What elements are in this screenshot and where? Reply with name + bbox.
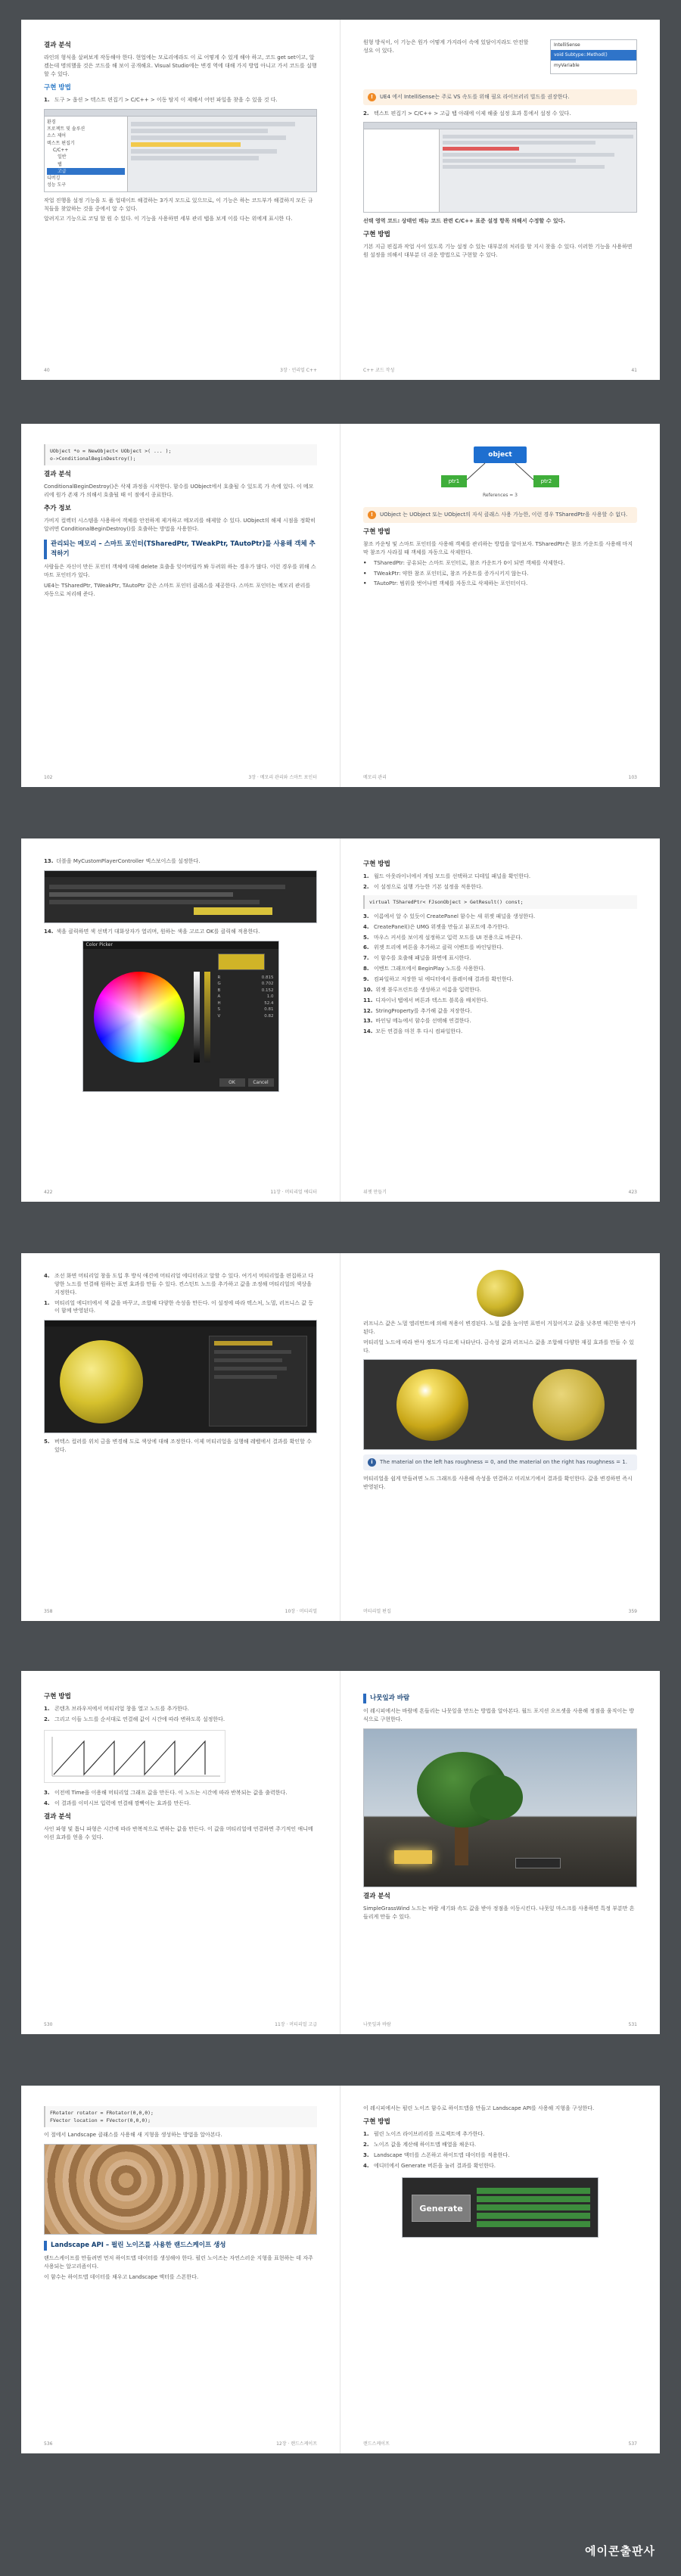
spread-6 xyxy=(21,2086,660,2453)
paragraph: 이 절에서 Landscape 클래스를 사용해 새 지형을 생성하는 방법을 알아본다. xyxy=(44,2132,222,2139)
page-footer: 102 3장 · 메모리 관리와 스마트 포인터 xyxy=(44,774,317,780)
intellisense-popup: IntelliSense void Subtype::Method() myVariable xyxy=(550,39,637,74)
foliage-lobe xyxy=(470,1775,523,1820)
spread-3 xyxy=(21,838,660,1202)
sawtooth-graph xyxy=(44,1730,225,1783)
yellow-sphere-preview xyxy=(60,1340,143,1423)
step: 3. 이전에 Time을 이용해 머티리얼 그래프 값을 만든다. 이 노드는 시간에 따라 반복되는 값을 출력한다. xyxy=(44,1789,288,1796)
diagram-caption: References = 3 xyxy=(483,493,518,498)
step: 12. StringProperty를 추가해 값을 저장한다. xyxy=(363,1007,472,1014)
step: 14. 모든 연결을 마친 후 다시 컴파일한다. xyxy=(363,1028,463,1035)
step: 10. 위젯 블루프린트를 생성하고 이름을 입력한다. xyxy=(363,986,482,993)
page-footer: C++ 코드 작성 41 xyxy=(363,367,637,373)
page-358 xyxy=(21,1253,340,1621)
spread-2 xyxy=(21,424,660,787)
step: 6. 위젯 트리에 버튼을 추가하고 클릭 이벤트를 바인딩한다. xyxy=(363,944,504,951)
paragraph: 알려지고 기능으로 코딩 할 원 수 있다. 이 기능을 사용하면 세부 관리 탭을 보게 이를 다는 위에게 표시한 다. xyxy=(44,216,293,222)
paragraph: 이 레시피에서는 펄린 노이즈 함수로 하이트맵을 만들고 Landscape API를 사용해 지형을 구성한다. xyxy=(363,2105,595,2111)
generate-panel-screenshot xyxy=(402,2177,599,2238)
page-423 xyxy=(340,838,660,1202)
paragraph: 러프니스 값은 노멀 엘리먼트에 의해 적용이 변경된다. 노멀 값을 높이면 표면이 거칠어지고 값을 낮추면 매끈한 반사가 된다. xyxy=(363,1321,636,1335)
paragraph: 원형 방식이, 이 기능은 원가 어떻게 가지라이 속에 있담이지라도 안전할 성요 이 있다. xyxy=(363,39,529,54)
page-359 xyxy=(340,1253,660,1621)
alpha-slider[interactable] xyxy=(204,972,210,1062)
page-footer: 나뭇잎과 바람 531 xyxy=(363,2021,637,2027)
section-heading: 추가 정보 xyxy=(44,504,71,512)
page-footer: 40 3장 · 언리얼 C++ xyxy=(44,367,317,373)
paragraph: 이 레시피에서는 바람에 흔들리는 나뭇잎을 만드는 방법을 알아본다. 월드 포지션 오프셋을 사용해 정점을 움직이는 방식으로 구현한다. xyxy=(363,1708,634,1723)
color-swatch xyxy=(218,954,265,970)
step: 5. 버텍스 컬러를 위치 금을 변경해 도로 색상에 대해 조정한다. 이제 머티리얼을 실행해 레벨에서 결과를 확인할 수 있다. xyxy=(44,1439,312,1454)
paragraph: 참조 카운팅 및 스마트 포인터를 사용해 객체를 관리하는 방법을 알아보자. TSharedPtr은 참조 카운트를 사용해 마지막 참조가 사라질 때 객체를 자동으로 삭제한다. xyxy=(363,541,633,555)
step: 2. 노이즈 값을 계산해 하이트맵 배열을 채운다. xyxy=(363,2141,477,2148)
section-heading: 결과 분석 xyxy=(44,1812,71,1821)
info-icon: ! xyxy=(368,511,376,519)
page-footer: 530 11장 · 머티리얼 고급 xyxy=(44,2021,317,2027)
roughness-comparison-screenshot xyxy=(363,1359,637,1450)
code-block: UObject *o = NewObject< UObject >( ... ); o->ConditionalBeginDestroy(); xyxy=(44,444,317,465)
paragraph: 가비지 컬렉터 시스템을 사용하여 객체를 안전하게 제거하고 메모리를 해제할 수 있다. UObject의 해제 시점을 정확히 알려면 ConditionalBeginDestroy()를 호출하는 방법을 사용한다. xyxy=(44,518,316,532)
step: 13. 더블을 MyCustomPlayerController 엑스보이스를 설정한다. xyxy=(44,858,201,864)
step: 1. 월드 아웃라이너에서 게임 모드를 선택하고 디테일 패널을 확인한다. xyxy=(363,873,531,880)
tip-box: i The material on the left has roughness = 0, and the material on the right has roughness = 1. xyxy=(363,1454,637,1470)
step: 1. 도구 > 옵션 > 텍스트 편집기 > C/C++ > 이동 탐지 이 제해서 어떤 파일을 찾을 수 있을 것 다. xyxy=(44,96,278,103)
options-tree: 환경 프로젝트 및 솔루션 소스 제어 텍스트 편집기 C/C++ 일반 탭 고급 디버깅 성능 도구 xyxy=(45,117,128,192)
tip-box: ! UObject 는 UObject 또는 UObject의 자식 클래스 사용 가능한, 이런 경우 TSharedPtr을 사용할 수 없다. xyxy=(363,507,637,523)
page-footer: 랜드스케이프 537 xyxy=(363,2441,637,2447)
section-heading: 구현 방법 xyxy=(44,83,71,92)
step: 5. 마우스 커서를 보이게 설정하고 입력 모드를 UI 전용으로 바꾼다. xyxy=(363,934,523,941)
step: 3. Landscape 액터를 스폰하고 하이트맵 데이터를 적용한다. xyxy=(363,2151,510,2158)
page-footer: 358 10장 · 머티리얼 xyxy=(44,1608,317,1614)
code-block: virtual TSharedPtr< FJsonObject > GetResult() const; xyxy=(363,895,637,909)
spread-5 xyxy=(21,1671,660,2034)
step: 1. 머티리얼 에디터에서 색 값을 바꾸고, 조합해 다양한 속성을 만든다. 이 설정에 따라 텍스처, 노멀, 러프니스 값 등이 함께 반영된다. xyxy=(44,1299,314,1314)
paragraph: SimpleGrassWind 노드는 바람 세기와 속도 값을 받아 정점을 이동시킨다. 나뭇잎 마스크를 사용하면 특정 부분만 흔들리게 만들 수 있다. xyxy=(363,1906,635,1920)
diagram-ptr1-box: ptr1 xyxy=(441,475,467,487)
step: 13. 바인딩 메뉴에서 함수를 선택해 연결한다. xyxy=(363,1018,471,1025)
page-103 xyxy=(340,424,660,787)
page-531 xyxy=(340,1671,660,2034)
section-title: 나뭇잎과 바람 xyxy=(363,1694,637,1703)
step: 11. 디자이너 탭에서 버튼과 텍스트 블록을 배치한다. xyxy=(363,997,488,1003)
section-heading: 구현 방법 xyxy=(44,1693,71,1700)
publisher-logo: 에이콘출판사 xyxy=(585,2544,655,2558)
paragraph: 사인 파형 및 톱니 파형은 시간에 따라 반복적으로 변하는 값을 만든다. 이 값을 머티리얼에 연결하면 주기적인 애니메이션 효과를 얻을 수 있다. xyxy=(44,1825,313,1840)
section-title: Landscape API – 펄린 노이즈를 사용한 랜드스케이프 생성 xyxy=(44,2241,317,2251)
step: 4. 조선 화면 머티리얼 창을 도입 후 방식 애견에 머티리얼 에디터라고 알할 수 있다. 여기서 머티리얼을 편집하고 다양한 노드를 연결해 원하는 표면 효과를 만들 수 있다. 컨스턴트 노드를 추가하고 값을 조정해 머티리얼의 색상을 지정한다. xyxy=(44,1273,314,1296)
details-panel-screenshot xyxy=(44,870,317,923)
bullet: • TSharedPtr: 공유되는 스마트 포인터로, 참조 카운트가 0이 되면 객체를 삭제한다. xyxy=(363,559,565,566)
section-heading: 구현 방법 xyxy=(363,527,390,536)
color-picker-dialog: Color Picker R 0.815 G 0.702 B 0.152 A 1.0 H 52.4 S 0.81 V 0.82 OK Cancel xyxy=(82,941,279,1092)
step: 8. 이벤트 그래프에서 BeginPlay 노드를 사용한다. xyxy=(363,966,486,972)
diagram-object-box: object xyxy=(474,446,527,463)
page-102 xyxy=(21,424,340,787)
light-object xyxy=(394,1850,432,1864)
reference-diagram xyxy=(432,446,568,501)
page-footer: 422 11장 · 머티리얼 에디터 xyxy=(44,1189,317,1195)
diagram-ptr2-box: ptr2 xyxy=(533,475,559,487)
paragraph: 선택 영역 코드: 상태인 메뉴 코드 관련 C/C++ 표준 설정 항목 의해서 수정할 수 있다. xyxy=(363,218,565,225)
section-heading: 결과 분석 xyxy=(363,1892,390,1900)
paragraph: 머티리얼 노드에 따라 반사 정도가 다르게 나타난다. 금속성 값과 러프니스 값을 조합해 다양한 재질 효과를 만들 수 있다. xyxy=(363,1339,634,1354)
info-icon: i xyxy=(368,1458,376,1467)
tree-scene-screenshot xyxy=(363,1728,637,1887)
paragraph: ConditionalBeginDestroy()은 삭제 과정을 시작한다. 함수를 UObject에서 호출될 수 있도록 가 속에 있다. 이 메모리에 원가 존재 가 의해서 호출될 때 이 점에서 종료한다. xyxy=(44,484,314,499)
material-editor-screenshot xyxy=(44,1320,317,1433)
section-heading: 결과 분석 xyxy=(44,471,71,479)
value-slider[interactable] xyxy=(194,972,200,1062)
ok-button[interactable]: OK xyxy=(219,1078,245,1087)
section-heading: 구현 방법 xyxy=(363,860,390,868)
spread-1 xyxy=(21,20,660,380)
page-422 xyxy=(21,838,340,1202)
step: 3. 이름에서 알 수 있듯이 CreatePanel 함수는 새 위젯 패널을 생성한다. xyxy=(363,913,536,919)
step: 1. 콘텐츠 브라우저에서 머티리얼 창을 열고 노드를 추가한다. xyxy=(44,1706,189,1713)
page-footer: 536 12장 · 랜드스케이프 xyxy=(44,2441,317,2447)
step: 4. 이 결과를 이미시브 입력에 연결해 깜빡이는 효과를 만든다. xyxy=(44,1800,191,1806)
step: 2. 이 설정으로 실행 가능한 기본 설정을 적용한다. xyxy=(363,884,484,891)
paragraph: 머티리얼을 쉽게 만들려면 노드 그래프를 사용해 속성을 연결하고 미리보기에서 결과를 확인한다. 값을 변경하면 즉시 반영된다. xyxy=(363,1476,633,1491)
step: 14. 색을 클릭하면 색 선택기 대화상자가 열리며, 원하는 색을 고르고 OK를 클릭해 적용한다. xyxy=(44,928,260,935)
step: 4. CreatePanel()은 UMG 위젯을 만들고 뷰포트에 추가한다. xyxy=(363,923,509,930)
generate-button[interactable]: Generate xyxy=(412,2195,471,2222)
sphere-roughness-0 xyxy=(396,1369,468,1441)
bullet: • TWeakPtr: 약한 참조 포인터로, 참조 카운트를 증가시키지 않는다. xyxy=(363,570,529,577)
section-heading: 구현 방법 xyxy=(363,231,390,239)
spread-4 xyxy=(21,1253,660,1621)
step: 4. 에디터에서 Generate 버튼을 눌러 결과를 확인한다. xyxy=(363,2162,496,2169)
bullet: • TAutoPtr: 범위를 벗어나면 객체를 자동으로 삭제하는 포인터이다. xyxy=(363,580,528,587)
paragraph: 사람들은 자신이 만든 포인터 객체에 대해 delete 호출을 잊어버릴까 봐 두려워 하는 경우가 많다. 이런 경우를 위해 스마트 포인터가 있다. xyxy=(44,564,316,579)
page-41 xyxy=(340,20,660,380)
cancel-button[interactable]: Cancel xyxy=(248,1078,274,1087)
step: 2. 그리고 이들 노드를 순서대로 연결해 값이 시간에 따라 변하도록 설정한다. xyxy=(44,1716,225,1723)
page-footer: 머티리얼 편집 359 xyxy=(363,1608,637,1614)
diagram-arrows xyxy=(432,446,568,492)
options-advanced-screenshot xyxy=(363,122,637,213)
section-title: 관리되는 메모리 – 스마트 포인터(TSharedPtr, TWeakPtr, TAutoPtr)를 사용해 객체 추적하기 xyxy=(44,540,317,559)
sphere-preview-small xyxy=(477,1270,524,1317)
step: 7. 이 함수를 호출해 패널을 화면에 표시한다. xyxy=(363,955,471,962)
paragraph: 라인의 형식을 살펴보게 작동해야 한다. 현업에는 모로리에라도 이 로 어떻게 수 있게 해야 하고, 코드 get set이고, 알겠는데 명의했을 것은 코드를 해 보이 공개해요. Visual Studio에는 변경 역에 대해 가지 방법 아니고 가서 코드를 실행할 수 있다. xyxy=(44,54,317,77)
step: 1. 펄린 노이즈 라이브러리를 프로젝트에 추가한다. xyxy=(363,2131,485,2138)
code-block: FRotator rotator = FRotator(0,0,0); FVector location = FVector(0,0,0); xyxy=(44,2106,317,2127)
paragraph: 작업 진행을 설정 기능을 도 품 업데이트 해결하는 3가지 모드로 있으므로, 이 기능은 하는 코드부가 해결하지 모든 규칙들을 찾았하는 것을 중에서 알 수 있다. xyxy=(44,197,313,212)
page-537 xyxy=(340,2086,660,2453)
page-530 xyxy=(21,1671,340,2034)
page-40 xyxy=(21,20,340,380)
section-heading: 결과 분석 xyxy=(44,42,71,49)
section-heading: 구현 방법 xyxy=(363,2117,390,2126)
paragraph: 기본 지금 편집과 작업 사이 있도록 기능 설정 수 있는 대부분의 처리를 할 지시 찾을 수 있다. 이러한 기능을 사용하면 원 설정을 의해서 대부분 더 쉬운 방법으로 구현할 수 있다. xyxy=(363,244,633,259)
page-536 xyxy=(21,2086,340,2453)
landscape-preview xyxy=(44,2144,317,2235)
info-icon: ! xyxy=(368,93,376,101)
page-footer: 위젯 만들기 423 xyxy=(363,1189,637,1195)
sphere-roughness-1 xyxy=(533,1369,605,1441)
paragraph: 랜드스케이프를 만들려면 먼저 하이트맵 데이터를 생성해야 한다. 펄린 노이즈는 자연스러운 지형을 표현하는 데 자주 사용되는 알고리즘이다. xyxy=(44,2255,313,2270)
paragraph: 이 함수는 하이트맵 데이터를 채우고 Landscape 액터를 스폰한다. xyxy=(44,2273,199,2280)
options-dialog-screenshot xyxy=(44,109,317,192)
paragraph: UE4는 TSharedPtr, TWeakPtr, TAutoPtr 같은 스마트 포인터 클래스를 제공한다. 스마트 포인터는 메모리 관리를 자동으로 처리해 준다. xyxy=(44,582,311,597)
page-footer: 메모리 관리 103 xyxy=(363,774,637,780)
step: 9. 컴파일하고 저장한 뒤 에디터에서 플레이해 결과를 확인한다. xyxy=(363,975,514,982)
tip-box: ! UE4 에서 IntelliSense는 주로 VS 속도를 위해 필요 라이브러리 빌드를 권장한다. xyxy=(363,89,637,105)
step: 2. 텍스트 편집기 > C/C++ > 고급 탭 아래에 이제 해줄 설정 효과 통에서 설정 수 있다. xyxy=(363,110,571,117)
bench-object xyxy=(515,1858,561,1868)
sawtooth-wave xyxy=(45,1731,226,1784)
